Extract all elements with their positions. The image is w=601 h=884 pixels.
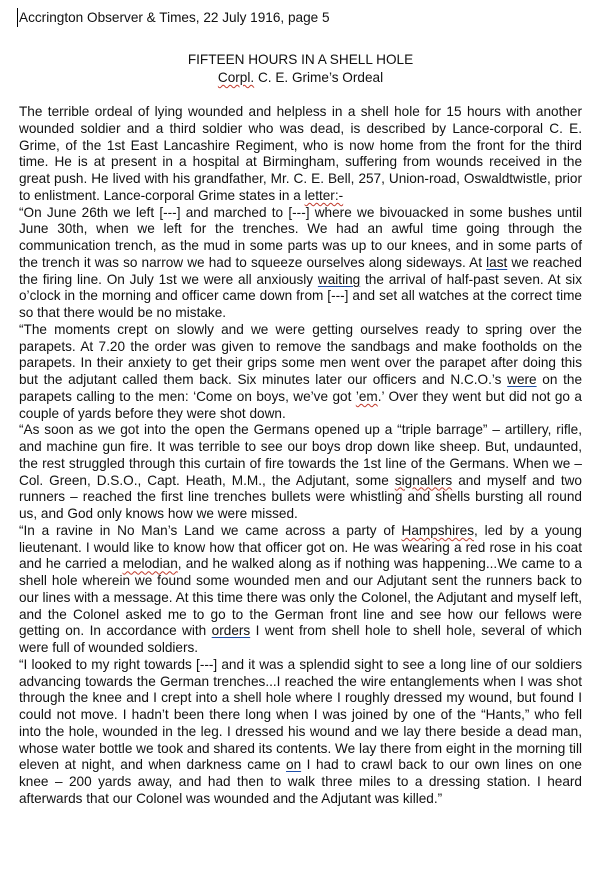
grammar-flagged-word: were	[507, 372, 537, 387]
paragraph-text: “In a ravine in No Man’s Land we came across a party of	[19, 522, 402, 538]
paragraph-text: “On June 26th we left [---] and marched to [---] where we bivouacked in some bushes until June 30th, when we left for the trenches. We had an awful time going through the communication trench, as the mud in some parts was up to our knees, and in some parts of the trench it was so narrow we had to squeeze ourselves along sideways. At	[19, 204, 582, 270]
paragraph-text: The terrible ordeal of lying wounded and helpless in a shell hole for 15 hours with another wounded soldier and a third soldier who was dead, is described by Lance-corporal C. E. Grime, of the 1st East Lancashire Regiment, who is now home from the front for the third time. He is at present in a hospital at Birmingham, suffering from wounds received in the great push. He lived with his grandfather, Mr. C. E. Bell, 257, Union-road, Oswaldtwistle, prior to enlistment. Lance-corporal Grime states in a	[19, 104, 582, 203]
subtitle-abbrev: Corpl.	[217, 70, 255, 85]
article-title: FIFTEEN HOURS IN A SHELL HOLE	[187, 52, 414, 67]
grammar-flagged-word: orders	[211, 623, 251, 639]
article-paragraph	[19, 205, 582, 322]
article-paragraph	[19, 523, 582, 657]
paragraph-text: , and he walked along as if nothing was happening...We came to a shell hole wherein we found some wounded men and our Adjutant sent the runners back to our lines with a message. At this time there was only the Colonel, the Adjutant and myself left, and the Colonel asked me to go to the German front line and see how our fellows were getting on. In accordance with	[19, 556, 582, 639]
paragraph-text: we reached the firing line. On July 1st we were all anxiously	[19, 254, 582, 287]
article-subtitle	[0, 68, 601, 87]
article-paragraph	[19, 422, 582, 523]
spellcheck-flagged-word: letter:-	[304, 187, 344, 203]
paragraph-text: “I looked to my right towards [---] and it was a splendid sight to see a long line of our soldiers advancing towards the German trenches...I reached the wire entanglements when I was shot through the knee and I crept into a shell hole where I roughly dressed my wound, but found I could not move. I hadn’t been there long when I was joined by one of the “Hants,” who fell into the hole, wounded in the leg. I dressed his wound and we lay there beside a dead man, whose water bottle we took and shared its contents. We lay there from eight in the morning till eleven at night, and when darkness came	[19, 656, 582, 773]
paragraph-text: I went from shell hole to shell hole, several of which were full of wounded soldiers.	[19, 623, 582, 655]
spellcheck-flagged-word: ’em	[355, 388, 378, 404]
paragraph-text: , led by a young lieutenant. I would like to know how that officer got on. He was wearing a red rose in his coat and he carried a	[19, 522, 582, 572]
paragraph-text: and myself and two runners – reached the first line trenches bullets were whistling and shells bursting all round us, and God only knows how we were missed.	[19, 472, 582, 521]
article-body	[19, 104, 582, 808]
subtitle-rest: C. E. Grime’s Ordeal	[254, 70, 384, 85]
article-paragraph	[19, 104, 582, 205]
paragraph-text: .’ Over they went but did not go a couple of yards before they were shot down.	[19, 388, 582, 421]
spellcheck-flagged-word: Hampshires	[401, 522, 475, 538]
grammar-flagged-word: last	[486, 254, 508, 270]
paragraph-text: “As soon as we got into the open the Germans opened up a “triple barrage” – artillery, rifle, and machine gun fire. It was terrible to see our boys drop down like sheep. But, undaunted, the rest struggled through this curtain of fire towards the 1st line of the Germans. When we – Col. Green, D.S.O., Capt. Heath, M.M., the Adjutant, some	[19, 422, 582, 488]
paragraph-text: on the parapets calling to the men: ‘Come on boys, we’ve got	[19, 372, 582, 404]
paragraph-text: I had to crawl back to our own lines on one knee – 200 yards away, and had then to walk three miles to a dressing station. I heard afterwards that our Colonel was wounded and the Adjutant was killed.”	[19, 757, 582, 806]
spellcheck-flagged-word: signallers	[394, 472, 453, 488]
grammar-flagged-word: waiting	[317, 271, 361, 287]
spellcheck-flagged-word: melodian	[122, 556, 178, 572]
paragraph-text: the arrival of half-past seven. At six o’clock in the morning and officer came down from [---] and set all watches at the correct time so that there would be no mistake.	[19, 271, 582, 320]
paragraph-text: “The moments crept on slowly and we were getting ourselves ready to spring over the parapets. At 7.20 the order was given to remove the sandbags and make footholds on the parapets. In their anxiety to get their grips some men went over the parapet after doing this but the adjutant called them back. Six minutes later our officers and N.C.O.’s	[19, 321, 582, 387]
article-paragraph	[19, 322, 582, 423]
grammar-flagged-word: on	[286, 757, 302, 773]
article-paragraph	[19, 657, 582, 808]
source-citation: Accrington Observer & Times, 22 July 1916, page 5	[19, 10, 330, 25]
